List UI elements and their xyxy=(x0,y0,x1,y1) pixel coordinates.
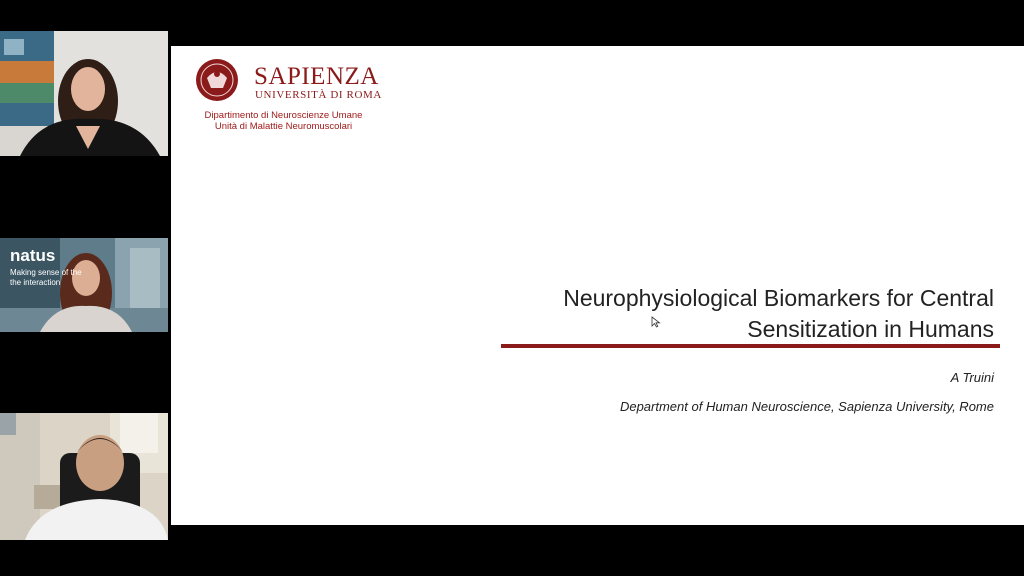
presentation-slide xyxy=(171,46,1024,525)
title-underline xyxy=(501,344,1000,348)
participant-video-2[interactable] xyxy=(0,238,168,332)
participant-video-1-frame xyxy=(0,31,168,156)
department-line-1: Dipartimento di Neuroscienze Umane xyxy=(204,110,363,121)
slide-title xyxy=(434,283,994,345)
department-text xyxy=(191,110,376,132)
slide-title-line-1: Neurophysiological Biomarkers for Central xyxy=(563,285,994,311)
natus-tagline2-text: the interaction xyxy=(10,278,61,287)
participant-video-1[interactable] xyxy=(0,31,168,156)
participant-video-3-frame xyxy=(0,413,168,540)
sapienza-seal-icon xyxy=(195,58,239,102)
natus-tagline-text: Making sense of the xyxy=(10,268,82,277)
mouse-cursor-icon xyxy=(651,316,661,328)
slide-affiliation: Department of Human Neuroscience, Sapienza University, Rome xyxy=(619,399,994,414)
university-name: SAPIENZA xyxy=(254,63,379,90)
university-subtitle: UNIVERSITÀ DI ROMA xyxy=(255,89,382,101)
slide-author: A Truini xyxy=(950,370,994,385)
natus-brand-text: natus xyxy=(10,246,56,265)
participant-video-3[interactable] xyxy=(0,413,168,540)
department-line-2: Unità di Malattie Neuromuscolari xyxy=(214,121,353,132)
slide-title-line-2: Sensitization in Humans xyxy=(747,316,994,342)
